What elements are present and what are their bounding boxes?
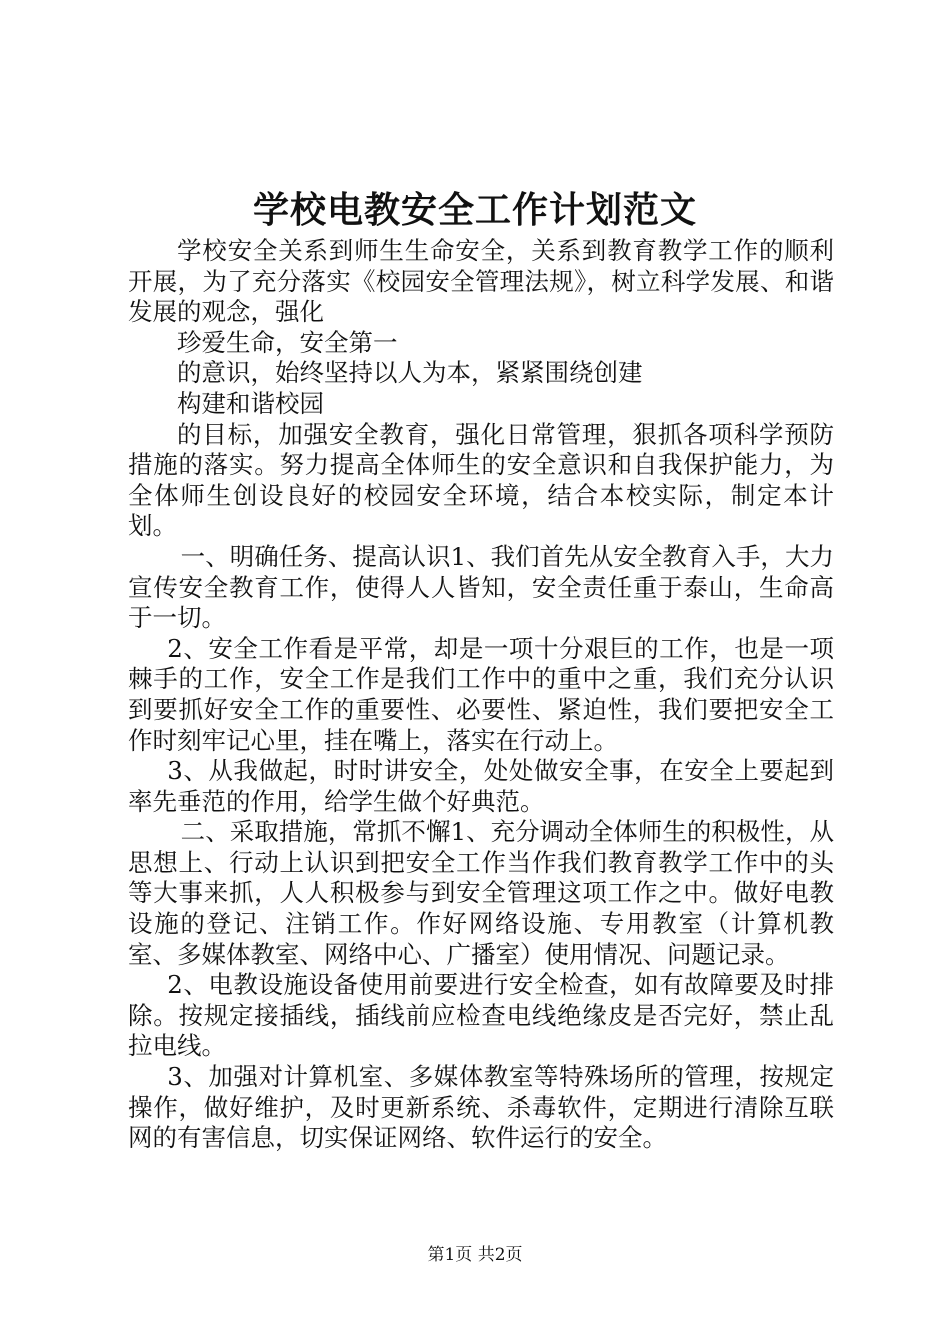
paragraph-item-2-2: 2、电教设施设备使用前要进行安全检查，如有故障要及时排除。按规定接插线，插线前应检查电线绝缘皮是否完好，禁止乱拉电线。	[128, 970, 834, 1061]
paragraph-item-1-3: 3、从我做起，时时讲安全，处处做安全事，在安全上要起到率先垂范的作用，给学生做个好典范。	[128, 756, 834, 816]
page-footer: 第1页 共2页	[427, 1245, 523, 1265]
document-body	[128, 236, 834, 1154]
paragraph-goal: 的目标，加强安全教育，强化日常管理，狠抓各项科学预防措施的落实。努力提高全体师生的安全意识和自我保护能力，为全体师生创设良好的校园安全环境，结合本校实际，制定本计划。	[128, 419, 834, 541]
paragraph-slogan-2: 构建和谐校园	[177, 388, 324, 418]
paragraph-section-1: 一、明确任务、提高认识1、我们首先从安全教育入手，大力宣传安全教育工作，使得人人皆知，安全责任重于泰山，生命高于一切。	[128, 541, 834, 633]
paragraph-section-2: 二、采取措施，常抓不懈1、充分调动全体师生的积极性，从思想上、行动上认识到把安全工作当作我们教育教学工作中的头等大事来抓，人人积极参与到安全管理这项工作之中。做好电教设施的登记、注销工作。作好网络设施、专用教室（计算机教室、多媒体教室、网络中心、广播室）使用情况、问题记录。	[128, 817, 834, 969]
paragraph-intro: 学校安全关系到师生生命安全，关系到教育教学工作的顺利开展，为了充分落实《校园安全管理法规》，树立科学发展、和谐发展的观念，强化	[128, 236, 834, 327]
paragraph-item-2-3: 3、加强对计算机室、多媒体教室等特殊场所的管理，按规定操作，做好维护，及时更新系统、杀毒软件，定期进行清除互联网的有害信息，切实保证网络、软件运行的安全。	[128, 1062, 834, 1153]
paragraph-awareness: 的意识，始终坚持以人为本，紧紧围绕创建	[177, 358, 643, 388]
document-title: 学校电教安全工作计划范文	[252, 189, 697, 231]
paragraph-item-1-2: 2、安全工作看是平常，却是一项十分艰巨的工作，也是一项棘手的工作，安全工作是我们工作中的重中之重，我们充分认识到要抓好安全工作的重要性、必要性、紧迫性，我们要把安全工作时刻牢记心里，挂在嘴上，落实在行动上。	[128, 633, 834, 755]
paragraph-slogan-1: 珍爱生命，安全第一	[177, 327, 398, 357]
